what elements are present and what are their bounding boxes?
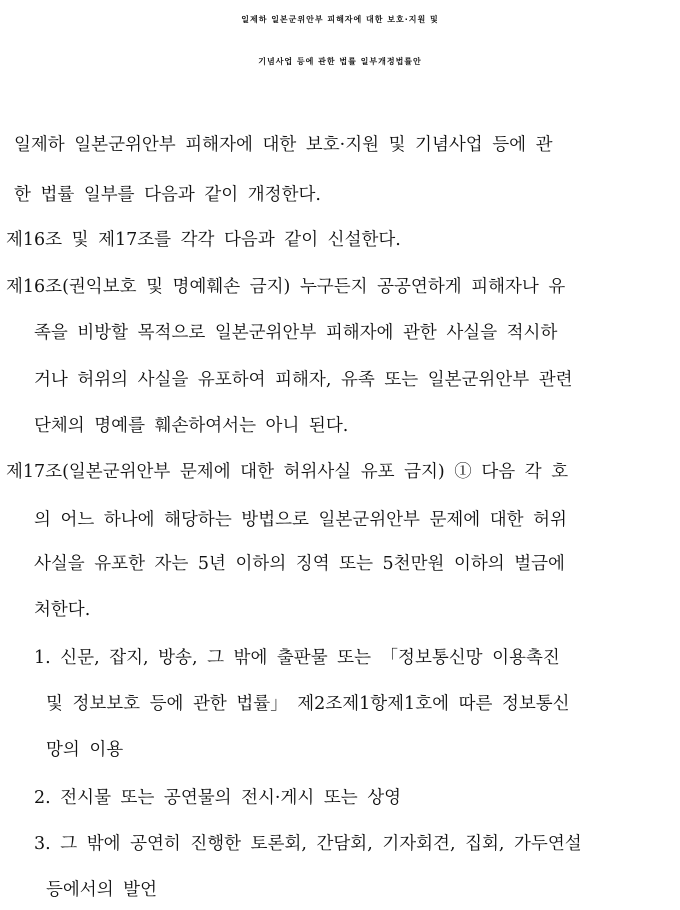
article-16-line-4: 단체의 명예를 훼손하여서는 아니 된다. [34, 416, 349, 436]
new-articles-clause: 제16조 및 제17조를 각각 다음과 같이 신설한다. [6, 230, 401, 250]
item-1-line-2: 및 정보보호 등에 관한 법률」 제2조제1항제1호에 따른 정보통신 [46, 694, 570, 714]
item-2-line-1: 2. 전시물 또는 공연물의 전시·게시 또는 상영 [34, 788, 402, 808]
article-17-line-2: 의 어느 하나에 해당하는 방법으로 일본군위안부 문제에 대한 허위 [34, 510, 567, 530]
intro-line-2: 한 법률 일부를 다음과 같이 개정한다. [14, 185, 321, 205]
article-16-line-1: 제16조(권익보호 및 명예훼손 금지) 누구든지 공공연하게 피해자나 유 [6, 277, 566, 297]
article-16-line-2: 족을 비방할 목적으로 일본군위안부 피해자에 관한 사실을 적시하 [34, 323, 558, 343]
article-17-line-4: 처한다. [34, 600, 91, 620]
item-1-line-1: 1. 신문, 잡지, 방송, 그 밖에 출판물 또는 「정보통신망 이용촉진 [34, 648, 560, 668]
item-3-line-2: 등에서의 발언 [46, 880, 157, 900]
document-title-line-1: 일제하 일본군위안부 피해자에 대한 보호·지원 및 [241, 15, 439, 24]
item-1-line-3: 망의 이용 [46, 740, 124, 760]
article-17-line-3: 사실을 유포한 자는 5년 이하의 징역 또는 5천만원 이하의 벌금에 [34, 554, 565, 574]
article-16-line-3: 거나 허위의 사실을 유포하여 피해자, 유족 또는 일본군위안부 관련 [34, 370, 573, 390]
document-title-line-2: 기념사업 등에 관한 법률 일부개정법률안 [258, 57, 422, 66]
intro-line-1: 일제하 일본군위안부 피해자에 대한 보호·지원 및 기념사업 등에 관 [14, 135, 553, 155]
item-3-line-1: 3. 그 밖에 공연히 진행한 토론회, 간담회, 기자회견, 집회, 가두연설 [34, 834, 582, 854]
article-17-line-1: 제17조(일본군위안부 문제에 대한 허위사실 유포 금지) ① 다음 각 호 [6, 462, 569, 482]
